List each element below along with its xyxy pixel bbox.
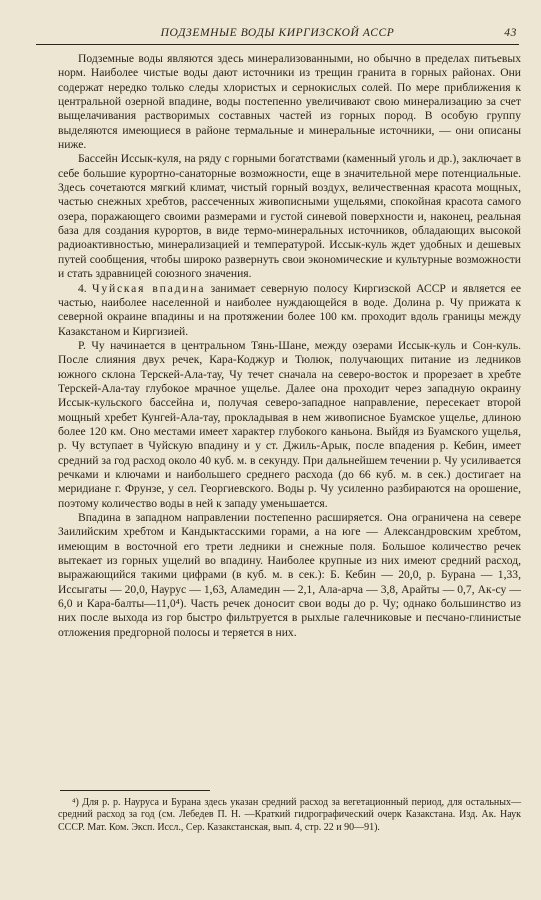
footnote-divider xyxy=(60,790,210,791)
running-title: ПОДЗЕМНЫЕ ВОДЫ КИРГИЗСКОЙ АССР xyxy=(160,27,395,39)
footnote xyxy=(58,797,521,834)
paragraph-groundwater: Подземные воды являются здесь минерализованными, но обычно в пределах питьевых норм. Наиболее чистые воды дают источники из трещин гранита в горных районах. Они содержат нередко только следы хлористых и сернокислых солей. По мере приближения к центральной озерной впадине, воды постепенно увеличивают свою минерализацию за счет выщелачивания растворимых составных частей из горных пород. В особую группу выделяются имеющиеся в районе термальные и минеральные источники, — они описаны ниже. xyxy=(58,52,521,152)
paragraph-issyk-kul-basin: Бассейн Иссык-куля, на ряду с горными богатствами (каменный уголь и др.), заключает в себе большие курортно-санаторные возможности, еще в значительной мере потенциальные. Здесь сочетаются мягкий климат, чистый горный воздух, величественная красота мощных, частью снежных хребтов, рассеченных живописными ущельями, спокойная красота самого озера, поражающего своими размерами и густой синевой поверхности и, наконец, реальная база для создания курортов, в виде термо-минеральных источников, обладающих высокой радиоактивностью, минерализацией и температурой. Иссык-куль ждет удобных и дешевых путей сообщения, чтобы широко развернуть свои экономические и культурные возможности и стать здравницей союзного значения. xyxy=(58,152,521,281)
page-number: 43 xyxy=(504,27,517,39)
paragraph-valley-west: Впадина в западном направлении постепенно расширяется. Она ограничена на севере Заилийским хребтом и Кандыктасскими горами, а на юге — Александровским хребтом, имеющим в восточной его трети ледники и снежные поля. Большое количество речек вытекает из горных ущелий во впадину. Наиболее крупные из них имеют средний расход, выражающийся такими цифрами (в куб. м. в сек.): Б. Кебин — 20,0, р. Бурана — 1,33, Иссыгаты — 20,0, Наурус — 1,63, Аламедин — 2,1, Ала-арча — 3,8, Арайты — 0,7, Ак-су — 6,0 и Кара-балты—11,0⁴). Часть речек доносит свои воды до р. Чу; однако большинство из них после выхода из гор быстро фильтруется в рыхлые галечниковые и песчано-глинистые отложения предгорной полосы и теряется в них. xyxy=(58,511,521,639)
running-header xyxy=(36,27,519,45)
paragraph-chu-river: Р. Чу начинается в центральном Тянь-Шане, между озерами Иссык-куль и Сон-куль. После слияния двух речек, Кара-Коджур и Тюлюк, получающих питание из ледников южного склона Терскей-Ала-тау, Чу течет сначала на северо-восток и прорезает в хребте Терскей-Ала-тау глубокое мрачное ущелье. Далее она проходит через западную окраину Иссык-кульского бассейна и, получая северо-западное направление, пересекает второй мощный хребет Кунгей-Ала-тау, прокладывая в нем живописное Буамское ущелье, длиною более 120 км. Оно местами имеет характер глубокого каньона. Выйдя из Буамского ущелья, р. Чу вступает в Чуйскую впадину и у ст. Джиль-Арык, после впадения р. Кебин, имеет средний за год расход около 40 куб. м. в секунду. При дальнейшем течении р. Чу усиливается речками и ключами и наибольшего среднего расхода (до 66 куб. м. в сек.) достигает на меридиане г. Фрунзе, у сел. Георгиевского. Воды р. Чу усиленно разбираются на орошение, поэтому количество воды в ней к западу уменьшается. xyxy=(58,338,521,510)
main-text xyxy=(58,52,521,640)
footnote-text: ⁴) Для р. р. Науруса и Бурана здесь указан средний расход за вегетационный период, для остальных—средний расход за год (см. Лебедев П. Н. —Краткий гидрографический очерк Казакстана. Изд. Ак. Наук СССР. Мат. Ком. Эксп. Иссл., Сер. Казакстанская, вып. 4, стр. 22 и 90—91). xyxy=(58,797,521,833)
section-number: 4. xyxy=(78,281,87,295)
paragraph-chui-valley xyxy=(58,282,521,339)
section-heading-inline: Чуйская впадина xyxy=(92,281,206,295)
paragraph-chui-valley-text: занимает северную полосу Киргизской АССР и является ее частью, наиболее населенной и наиболее нуждающейся в воде. Долина р. Чу прижата к северной окраине впадины и на протяжении более 100 км. проходит вдоль границы между Казакстаном и Киргизией. xyxy=(58,281,521,338)
